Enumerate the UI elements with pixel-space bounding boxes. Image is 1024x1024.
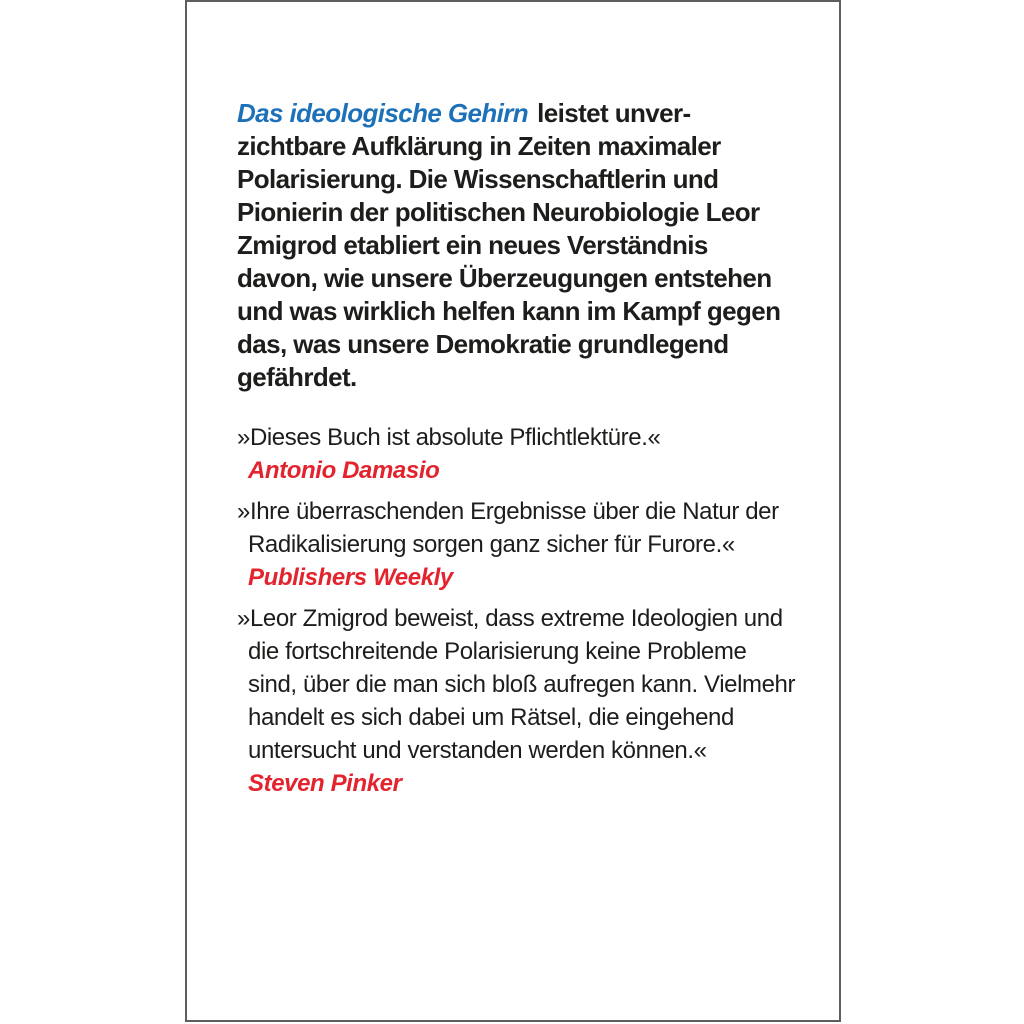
quote-block-damasio: [237, 421, 803, 487]
quote-text-line: Radikalisierung sorgen ganz sicher für Furore.«: [248, 531, 735, 558]
quote-attribution: Antonio Damasio: [248, 457, 440, 484]
quote-text-line: sind, über die man sich bloß aufregen kann. Vielmehr: [248, 671, 796, 698]
quote-text-line: handelt es sich dabei um Rätsel, die eingehend: [248, 704, 734, 731]
quote-text-line: die fortschreitende Polarisierung keine Probleme: [248, 638, 747, 665]
intro-line: davon, wie unsere Überzeugungen entstehen: [237, 263, 772, 293]
quote-text-line: »Dieses Buch ist absolute Pflichtlektüre.«: [237, 424, 661, 451]
intro-line: Zmigrod etabliert ein neues Verständnis: [237, 230, 708, 260]
intro-line-text: leistet unver-: [537, 98, 691, 128]
intro-line: zichtbare Aufklärung in Zeiten maximaler: [237, 131, 721, 161]
page-content: [187, 2, 839, 800]
quote-text-line: »Ihre überraschenden Ergebnisse über die Natur der: [237, 498, 779, 525]
quote-block-publishers-weekly: [237, 495, 803, 594]
quote-text-line: untersucht und verstanden werden können.«: [248, 737, 707, 764]
intro-line: Pionierin der politischen Neurobiologie Leor: [237, 197, 760, 227]
book-back-cover-page: [185, 0, 841, 1022]
intro-paragraph: [237, 97, 803, 394]
quote-attribution: Steven Pinker: [248, 770, 402, 797]
intro-line: und was wirklich helfen kann im Kampf gegen: [237, 296, 781, 326]
quote-attribution: Publishers Weekly: [248, 564, 453, 591]
book-title: Das ideologische Gehirn: [237, 98, 529, 128]
intro-line: gefährdet.: [237, 362, 357, 392]
intro-line: Polarisierung. Die Wissenschaftlerin und: [237, 164, 719, 194]
intro-line: das, was unsere Demokratie grundlegend: [237, 329, 729, 359]
quote-block-pinker: [237, 602, 803, 800]
intro-line: [237, 97, 803, 130]
quote-text-line: »Leor Zmigrod beweist, dass extreme Ideologien und: [237, 605, 783, 632]
